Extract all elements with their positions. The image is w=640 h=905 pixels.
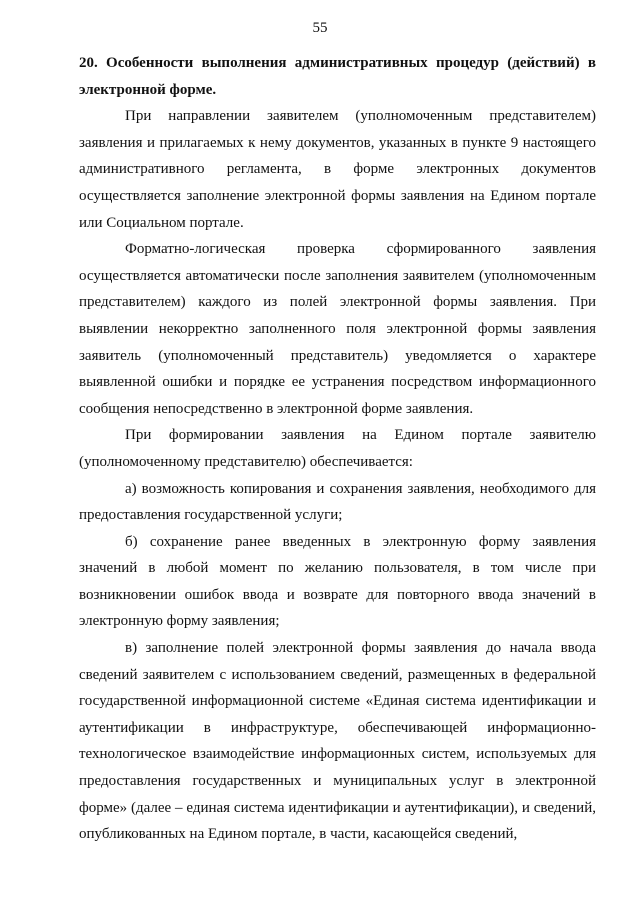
paragraph-submission: При направлении заявителем (уполномоченным представителем) заявления и прилагаемых к нему документов, указанных в пункте 9 настоящего административного регламента, в форме электронных документов осуществляется заполнение электронной формы заявления на Едином портале или Социальном портале. — [79, 108, 596, 231]
paragraph-validation: Форматно-логическая проверка сформированного заявления осуществляется автоматически после заполнения заявителем (уполномоченным представителем) каждого из полей электронной формы заявления. При выявлении некорректно заполненного поля электронной формы заявления заявитель (уполномоченный представитель) уведомляется о характере выявленной ошибки и порядке ее устранения посредством информационного сообщения непосредственно в электронной форме заявления. — [79, 241, 596, 417]
list-item-b: б) сохранение ранее введенных в электронную форму заявления значений в любой момент по желанию пользователя, в том числе при возникновении ошибок ввода и возврате для повторного ввода значений в электронную форму заявления; — [79, 533, 596, 630]
section-heading: 20. Особенности выполнения административных процедур (действий) в электронной форме. — [79, 55, 596, 98]
document-body — [79, 50, 596, 848]
list-item-a: а) возможность копирования и сохранения заявления, необходимого для предоставления государственной услуги; — [79, 480, 596, 524]
list-item-v: в) заполнение полей электронной формы заявления до начала ввода сведений заявителем с использованием сведений, размещенных в федеральной государственной информационной системе «Единая система идентификации и аутентификации в инфраструктуре, обеспечивающей информационно-технологическое взаимодействие информационных систем, используемых для предоставления государственных и муниципальных услуг в электронной форме» (далее – единая система идентификации и аутентификации), и сведений, опубликованных на Едином портале, в части, касающейся сведений, — [79, 640, 596, 843]
page-number: 55 — [312, 20, 328, 36]
paragraph-portal-provisions: При формировании заявления на Едином портале заявителю (уполномоченному представителю) обеспечивается: — [79, 427, 596, 470]
